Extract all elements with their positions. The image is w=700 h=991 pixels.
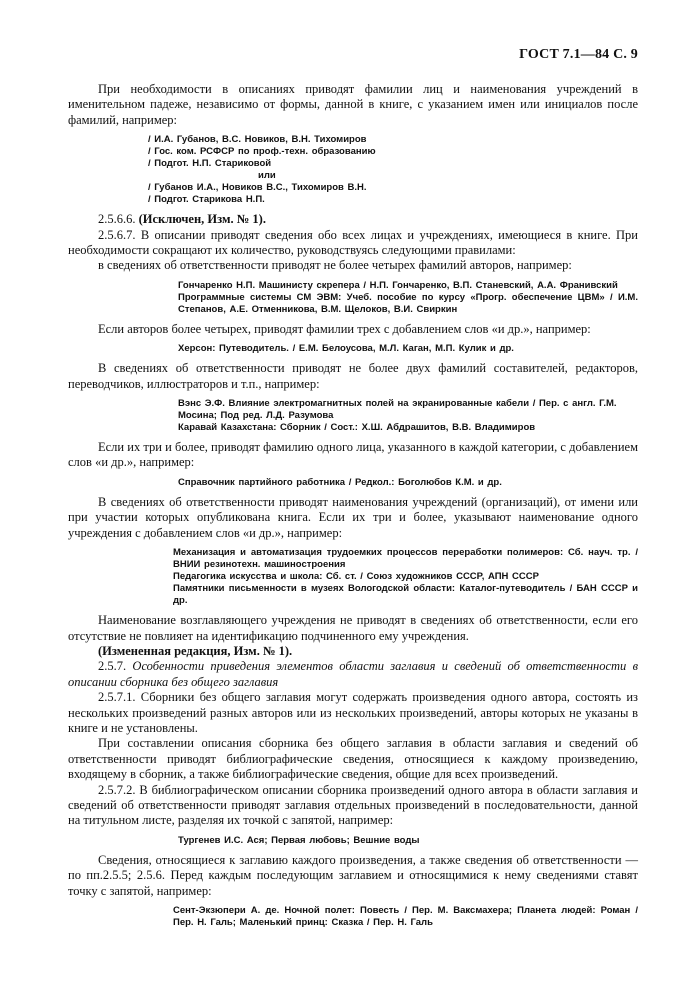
- paragraph-head-institution: Наименование возглавляющего учреждения не приводят в сведениях об ответственности, если его отсутствие не повлияет на идентификацию подчиненного ему учреждения.: [68, 613, 638, 643]
- paragraph-institutions: В сведениях об ответственности приводят наименования учреждений (организаций), от имени или при участии которых опубликована книга. Если их три и более, указывают наименование одного учреждения с добавлением слов «и др.», например:: [68, 494, 638, 540]
- example-line: Вэнс Э.Ф. Влияние электромагнитных полей на экранированные кабели / Пер. с англ. Г.М. Мосина; Под ред. Л.Д. Разумова: [178, 398, 617, 422]
- excluded-note: (Исключен, Изм. № 1).: [138, 212, 266, 227]
- paragraph-more-authors: Если авторов более четырех, приводят фамилии трех с добавлением слов «и др.», например:: [98, 321, 591, 336]
- paragraph-four-authors: в сведениях об ответственности приводят не более четырех фамилий авторов, например:: [98, 258, 572, 273]
- example-line: Механизация и автоматизация трудоемких процессов переработки полимеров: Сб. науч. тр. / ВНИИ резинотехн. машиностроения: [173, 547, 638, 571]
- example-line: / Губанов И.А., Новиков В.С., Тихомиров В.Н.: [148, 182, 367, 194]
- example-line: Педагогика искусства и школа: Сб. ст. / Союз художников СССР, АПН СССР: [173, 571, 539, 583]
- example-line: Программные системы СМ ЭВМ: Учеб. пособие по курсу «Прогр. обеспечение ЦВМ» / И.М. Степанов, А.Е. Отменникова, В.М. Щелоков, В.И. Свиркин: [178, 291, 638, 315]
- paragraph-collections: 2.5.7.1. Сборники без общего заглавия могут содержать произведения одного автора, состоять из нескольких произведений разных авторов или из нескольких произведений, авторы которых не указаны в книге и не установлены.: [68, 690, 638, 735]
- example-line: Памятники письменности в музеях Вологодской области: Каталог-путеводитель / БАН СССР и др.: [173, 583, 638, 607]
- example-authors-block: [148, 134, 638, 206]
- example-line: / И.А. Губанов, В.С. Новиков, В.Н. Тихомиров: [148, 134, 367, 146]
- document-body: [68, 82, 638, 929]
- paragraph-compiling: При составлении описания сборника без общего заглавия в области заглавия и сведений об ответственности приводят библиографические сведения, относящиеся к каждому произведению, входящему в сборник, а также библиографические сведения, общие для всех произведений.: [68, 736, 638, 782]
- example-compilers: [178, 398, 638, 434]
- paragraph-compilers: В сведениях об ответственности приводят не более двух фамилий составителей, редакторов, переводчиков, иллюстраторов и т.п., например:: [68, 361, 638, 391]
- paragraph-three-or-more: Если их три и более, приводят фамилию одного лица, указанного в каждой категории, с добавлением слов «и др.», например:: [68, 440, 638, 470]
- example-handbook: Справочник партийного работника / Редкол.: Боголюбов К.М. и др.: [178, 476, 502, 488]
- example-line: Гончаренко Н.П. Машинисту скрепера / Н.П. Гончаренко, В.П. Станевский, А.А. Франивский: [178, 279, 618, 291]
- example-four-authors: [178, 280, 638, 316]
- paragraph-section-2-5-7: [68, 659, 638, 690]
- example-institutions: [173, 547, 638, 607]
- example-turgenev: Тургенев И.С. Ася; Первая любовь; Вешние воды: [178, 834, 420, 846]
- paragraph-amended: (Измененная редакция, Изм. № 1).: [98, 643, 293, 658]
- page-header: ГОСТ 7.1—84 С. 9: [519, 47, 638, 62]
- clause-number: 2.5.6.6.: [98, 212, 136, 227]
- example-line: / Гос. ком. РСФСР по проф.-техн. образованию: [148, 146, 376, 158]
- paragraph-names: При необходимости в описаниях приводят фамилии лиц и наименования учреждений в именительном падеже, независимо от формы, данной в книге, с указанием имен или инициалов после фамилий, например:: [68, 82, 638, 127]
- example-exupery: Сент-Экзюпери А. де. Ночной полет: Повесть / Пер. М. Ваксмахера; Планета людей: Роман / Пер. Н. Галь; Маленький принц: Сказка / Пер. Н. Галь: [173, 905, 638, 928]
- example-line: / Подгот. Н.П. Стариковой: [148, 158, 272, 170]
- example-line: Каравай Казахстана: Сборник / Сост.: Х.Ш. Абдрашитов, В.В. Владимиров: [178, 422, 536, 434]
- paragraph-excluded: [68, 212, 638, 227]
- paragraph-rules: 2.5.6.7. В описании приводят сведения обо всех лицах и учреждениях, имеющиеся в книге. При необходимости сокращают их количество, руководствуясь следующими правилами:: [68, 227, 638, 258]
- example-line-or: или: [258, 170, 276, 182]
- section-title: Особенности приведения элементов области заглавия и сведений об ответственности в описании сборника без общего заглавия: [68, 659, 639, 689]
- example-kherson: Херсон: Путеводитель. / Е.М. Белоусова, М.Л. Каган, М.П. Кулик и др.: [178, 343, 514, 355]
- paragraph-each-title: Сведения, относящиеся к заглавию каждого произведения, а также сведения об ответственности — по пп.2.5.5; 2.5.6. Перед каждым последующим заглавием и относящимися к нему сведениями ставят точку с запятой, например:: [68, 852, 638, 898]
- example-line: / Подгот. Старикова Н.П.: [148, 194, 265, 206]
- clause-number: 2.5.7.: [98, 659, 127, 674]
- paragraph-one-author: 2.5.7.2. В библиографическом описании сборника произведений одного автора в области заглавия и сведений об ответственности приводят заглавия отдельных произведений в последовательности, данной на титульном листе, разделяя их точкой с запятой, например:: [68, 782, 638, 828]
